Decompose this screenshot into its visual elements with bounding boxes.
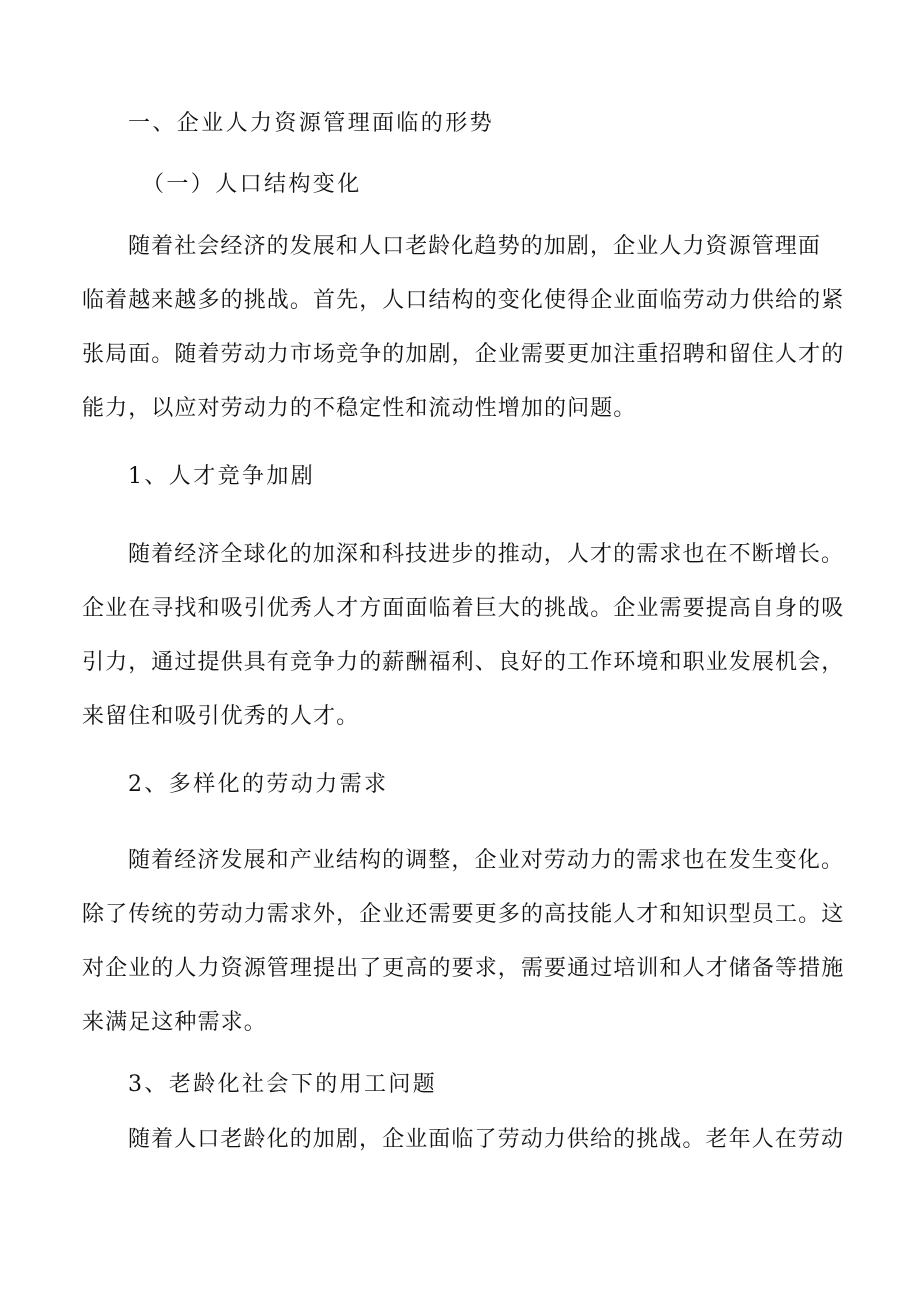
item1-paragraph-line: 来留住和吸引优秀的人才。 [82,704,360,729]
item2-paragraph-line: 来满足这种需求。 [82,1010,267,1035]
item1-paragraph-line: 随着经济全球化的加深和科技进步的推动，人才的需求也在不断增长。 [128,542,845,567]
intro-paragraph-line: 临着越来越多的挑战。首先，人口结构的变化使得企业面临劳动力供给的紧 [82,288,845,313]
intro-paragraph-line: 随着社会经济的发展和人口老龄化趋势的加剧，企业人力资源管理面 [128,234,822,259]
item1-paragraph-line: 引力，通过提供具有竞争力的薪酬福利、良好的工作环境和职业发展机会， [82,650,845,675]
section-title: 一、企业人力资源管理面临的形势 [128,111,495,136]
item2-paragraph-line: 对企业的人力资源管理提出了更高的要求，需要通过培训和人才储备等措施 [82,956,845,981]
item3-paragraph-line: 随着人口老龄化的加剧，企业面临了劳动力供给的挑战。老年人在劳动 [128,1127,845,1152]
intro-paragraph-line: 张局面。随着劳动力市场竞争的加剧，企业需要更加注重招聘和留住人才的 [82,342,845,367]
item3-title: 3、老龄化社会下的用工问题 [128,1072,438,1097]
item1-paragraph-line: 企业在寻找和吸引优秀人才方面面临着巨大的挑战。企业需要提高自身的吸 [82,596,845,621]
item2-title: 2、多样化的劳动力需求 [128,772,389,797]
item2-paragraph-line: 随着经济发展和产业结构的调整，企业对劳动力的需求也在发生变化。 [128,848,845,873]
item1-title: 1、人才竞争加剧 [128,464,316,489]
intro-paragraph-line: 能力，以应对劳动力的不稳定性和流动性增加的问题。 [82,396,637,421]
subsection-title: （一）人口结构变化 [142,172,362,197]
item2-paragraph-line: 除了传统的劳动力需求外，企业还需要更多的高技能人才和知识型员工。这 [82,902,845,927]
